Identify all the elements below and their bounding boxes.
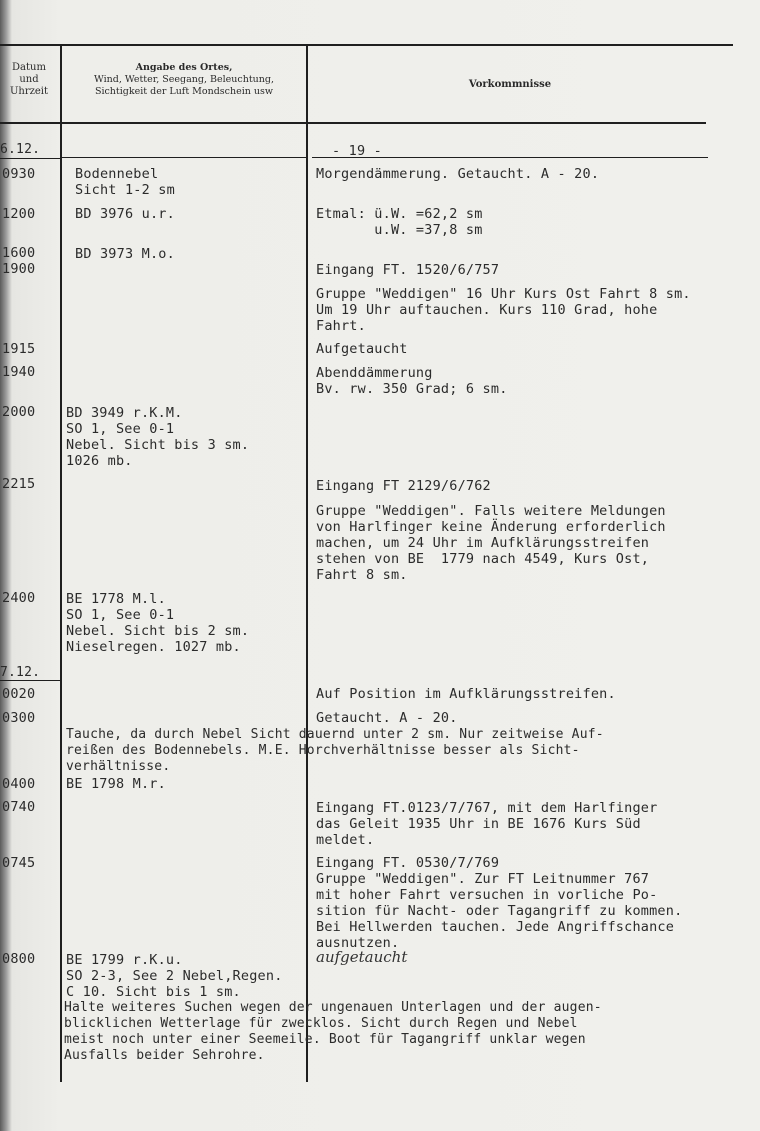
- page-number: - 19 -: [332, 143, 382, 159]
- entry-0300-remark: Tauche, da durch Nebel Sicht dauernd unter 2 sm. Nur zeitweise Auf- reißen des Bodennebels. M.E. Horchverhältnisse besser als Sicht- verhältnisse.: [66, 727, 604, 774]
- ort-1200: BD 3976 u.r.: [75, 206, 175, 222]
- time-0300: 0300: [2, 710, 36, 726]
- time-0400: 0400: [2, 776, 36, 792]
- time-0745: 0745: [2, 855, 36, 871]
- time-2000: 2000: [2, 404, 36, 420]
- entry-0930: Morgendämmerung. Getaucht. A - 20.: [316, 166, 600, 182]
- time-2400: 2400: [2, 590, 36, 606]
- handwritten-note-aufgetaucht: aufgetaucht: [316, 948, 408, 966]
- time-0020: 0020: [2, 686, 36, 702]
- time-1200: 1200: [2, 206, 36, 222]
- time-1900: 1900: [2, 261, 36, 277]
- date-7-12: 7.12.: [0, 665, 41, 680]
- time-1600: 1600: [2, 245, 36, 261]
- ort-2000: BD 3949 r.K.M. SO 1, See 0-1 Nebel. Sicht bis 3 sm. 1026 mb.: [66, 405, 250, 469]
- top-rule: [0, 44, 733, 46]
- entry-1940: Abenddämmerung Bv. rw. 350 Grad; 6 sm.: [316, 365, 508, 397]
- entry-0300: Getaucht. A - 20.: [316, 710, 458, 726]
- ort-0800: BE 1799 r.K.u. SO 2-3, See 2 Nebel,Regen. C 10. Sicht bis 1 sm.: [66, 952, 283, 1000]
- ort-0400: BE 1798 M.r.: [66, 776, 166, 792]
- time-1915: 1915: [2, 341, 36, 357]
- date-underline-1: [0, 158, 60, 159]
- date-6-12: 6.12.: [0, 142, 41, 157]
- entry-0740: Eingang FT.0123/7/767, mit dem Harlfinger das Geleit 1935 Uhr in BE 1676 Kurs Süd meldet.: [316, 800, 658, 848]
- time-1940: 1940: [2, 364, 36, 380]
- entry-0800-remark: Halte weiteres Suchen wegen der ungenauen Unterlagen und der augen- blicklichen Wetterlage für zwecklos. Sicht durch Regen und Nebel meist noch unter einer Seemeile. Boot für Tagangriff unklar wegen Ausfalls beider Sehrohre.: [64, 1000, 602, 1063]
- row-rule-1: [60, 157, 306, 158]
- header-datum: Datum und Uhrzeit: [9, 62, 49, 97]
- entry-1915: Aufgetaucht: [316, 341, 408, 357]
- column-divider-2: [306, 46, 308, 1082]
- time-0740: 0740: [2, 799, 36, 815]
- entry-2215-detail: Gruppe "Weddigen". Falls weitere Meldungen von Harlfinger keine Änderung erforderlich machen, um 24 Uhr im Aufklärungsstreifen stehen von BE 1779 nach 4549, Kurs Ost, Fahrt 8 sm.: [316, 503, 666, 583]
- time-0800: 0800: [2, 951, 36, 967]
- time-0930: 0930: [2, 166, 36, 182]
- header-bottom-rule: [0, 122, 706, 124]
- header-vorkommnisse: Vorkommnisse: [468, 79, 552, 90]
- header-ort: Angabe des Ortes, Wind, Wetter, Seegang, Beleuchtung, Sichtigkeit der Luft Mondschein usw: [94, 62, 274, 97]
- ort-2400: BE 1778 M.l. SO 1, See 0-1 Nebel. Sicht bis 2 sm. Nieselregen. 1027 mb.: [66, 591, 250, 655]
- entry-0745: Eingang FT. 0530/7/769 Gruppe "Weddigen". Zur FT Leitnummer 767 mit hoher Fahrt versuchen in vorliche Po- sition für Nacht- oder Tagangriff zu kommen. Bei Hellwerden tauchen. Jede Angriffschance ausnutzen.: [316, 855, 683, 951]
- ort-1600: BD 3973 M.o.: [75, 246, 175, 262]
- time-2215: 2215: [2, 476, 36, 492]
- entry-2215: Eingang FT 2129/6/762: [316, 478, 491, 494]
- ort-0930: Bodennebel Sicht 1-2 sm: [75, 166, 175, 198]
- entry-1200: Etmal: ü.W. =62,2 sm u.W. =37,8 sm: [316, 206, 483, 238]
- entry-1900-detail: Gruppe "Weddigen" 16 Uhr Kurs Ost Fahrt 8 sm. Um 19 Uhr auftauchen. Kurs 110 Grad, hohe Fahrt.: [316, 286, 691, 334]
- entry-0020: Auf Position im Aufklärungsstreifen.: [316, 686, 616, 702]
- entry-1900: Eingang FT. 1520/6/757: [316, 262, 500, 278]
- column-divider-1: [60, 46, 62, 1082]
